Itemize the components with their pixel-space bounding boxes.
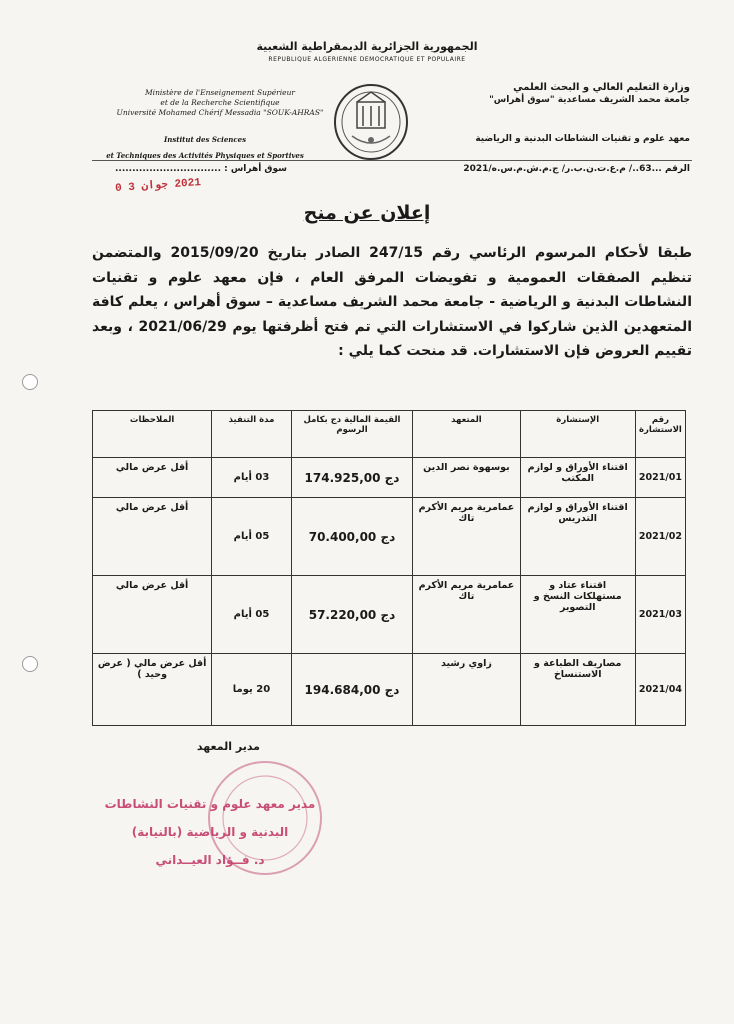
cell-bidder: زاوي رشيد <box>413 654 520 726</box>
cell-consultation: مصاريف الطباعة و الاستنساخ <box>520 654 635 726</box>
col-header-amount: القيمة المالية دج بكامل الرسوم <box>291 411 413 458</box>
institute-ar: معهد علوم و تقنيات النشاطات البدنية و الرياضية <box>475 134 690 144</box>
cell-notes: أقل عرض مالي <box>93 576 212 654</box>
table-header-row <box>93 411 686 458</box>
cell-notes: أقل عرض مالي <box>93 498 212 576</box>
cell-consultation: اقتناء الأوراق و لوازم التدريس <box>520 498 635 576</box>
republic-title-fr: REPUBLIQUE ALGERIENNE DEMOCRATIQUE ET POPULAIRE <box>268 56 466 63</box>
date-stamp: 2021 جوان 3 0 <box>114 177 202 195</box>
director-signature-stamp <box>75 790 345 874</box>
institute-fr-line-1: Institut des Sciences <box>163 135 247 144</box>
cell-number: 2021/03 <box>635 576 685 654</box>
cell-consultation: اقتناء الأوراق و لوازم المكتب <box>520 458 635 498</box>
director-title: مدير المعهد <box>196 740 260 753</box>
cell-number: 2021/02 <box>635 498 685 576</box>
announcement-body: طبقا لأحكام المرسوم الرئاسي رقم 247/15 الصادر بتاريخ 2015/09/20 والمتضمن تنظيم الصفقات العمومية و تفويضات المرفق العام ، فإن معهد علوم و تقنيات النشاطات البدنية و الرياضية - جامعة محمد الشريف مساعدية – سوق أهراس ، يعلم كافة المتعهدين الذين شاركوا في الاستشارات التي تم فتح أظرفتها يوم 2021/06/29 ، وبعد تقييم العروض فإن الاستشارات. قد منحت كما يلي : <box>92 245 693 359</box>
col-header-number: رقم الاستشارة <box>635 411 685 458</box>
cell-number: 2021/04 <box>635 654 685 726</box>
awards-table <box>92 410 686 726</box>
cell-duration: 03 أيام <box>212 458 291 498</box>
cell-duration: 05 أيام <box>212 498 291 576</box>
cell-bidder: عمامرية مريم الأكرم تاك <box>413 498 520 576</box>
ministry-fr-line-2: et de la Recherche Scientifique <box>160 98 280 107</box>
ministry-ar: وزارة التعليم العالي و البحث العلمي <box>513 82 690 93</box>
university-fr: Université Mohamed Chérif Messadia "SOUK-AHRAS" <box>116 108 324 117</box>
university-logo <box>330 82 412 162</box>
republic-title-ar: الجمهورية الجزائرية الديمقراطية الشعبية <box>256 40 478 53</box>
cell-bidder: بوسهوة نصر الدين <box>413 458 520 498</box>
cell-notes: أقل عرض مالي <box>93 458 212 498</box>
col-header-bidder: المتعهد <box>413 411 520 458</box>
cell-notes: أقل عرض مالي ( عرض وحيد ) <box>93 654 212 726</box>
signature-line-3: د. فــؤاد العيــداني <box>155 853 265 867</box>
col-header-consultation: الإستشارة <box>520 411 635 458</box>
cell-amount: 70.400,00 دج <box>291 498 413 576</box>
col-header-notes: الملاحظات <box>93 411 212 458</box>
signature-line-1: مدير معهد علوم و تقنيات النشاطات <box>104 797 316 811</box>
col-header-duration: مدة التنفيذ <box>212 411 291 458</box>
cell-amount: 174.925,00 دج <box>291 458 413 498</box>
table-row <box>93 576 686 654</box>
cell-number: 2021/01 <box>635 458 685 498</box>
header-divider <box>92 160 692 161</box>
cell-duration: 05 أيام <box>212 576 291 654</box>
table-row <box>93 498 686 576</box>
cell-amount: 57.220,00 دج <box>291 576 413 654</box>
table-row <box>93 458 686 498</box>
cell-consultation: اقتناء عتاد و مستهلكات النسخ و التصوير <box>520 576 635 654</box>
punch-hole-top <box>22 374 38 390</box>
cell-duration: 20 يوما <box>212 654 291 726</box>
institute-fr-line-2: et Techniques des Activités Physiques et Sportives <box>106 151 304 160</box>
cell-amount: 194.684,00 دج <box>291 654 413 726</box>
signature-line-2: البدنية و الرياضية (بالنيابة) <box>131 825 289 839</box>
place-line: سوق أهراس : ............................... <box>115 164 287 174</box>
punch-hole-bottom <box>22 656 38 672</box>
page-title: إعلان عن منح <box>303 202 431 224</box>
university-ar: جامعة محمد الشريف مساعدية "سوق أهراس" <box>489 95 690 105</box>
cell-bidder: عمامرية مريم الأكرم تاك <box>413 576 520 654</box>
table-row <box>93 654 686 726</box>
reference-number: الرقم ...63../ م.ع.ت.ن.ب.ر/ ج.م.ش.م.س.ه/2021 <box>463 164 690 174</box>
ministry-fr-block <box>110 88 330 118</box>
ministry-fr-line-1: Ministère de l'Enseignement Supérieur <box>145 88 295 97</box>
